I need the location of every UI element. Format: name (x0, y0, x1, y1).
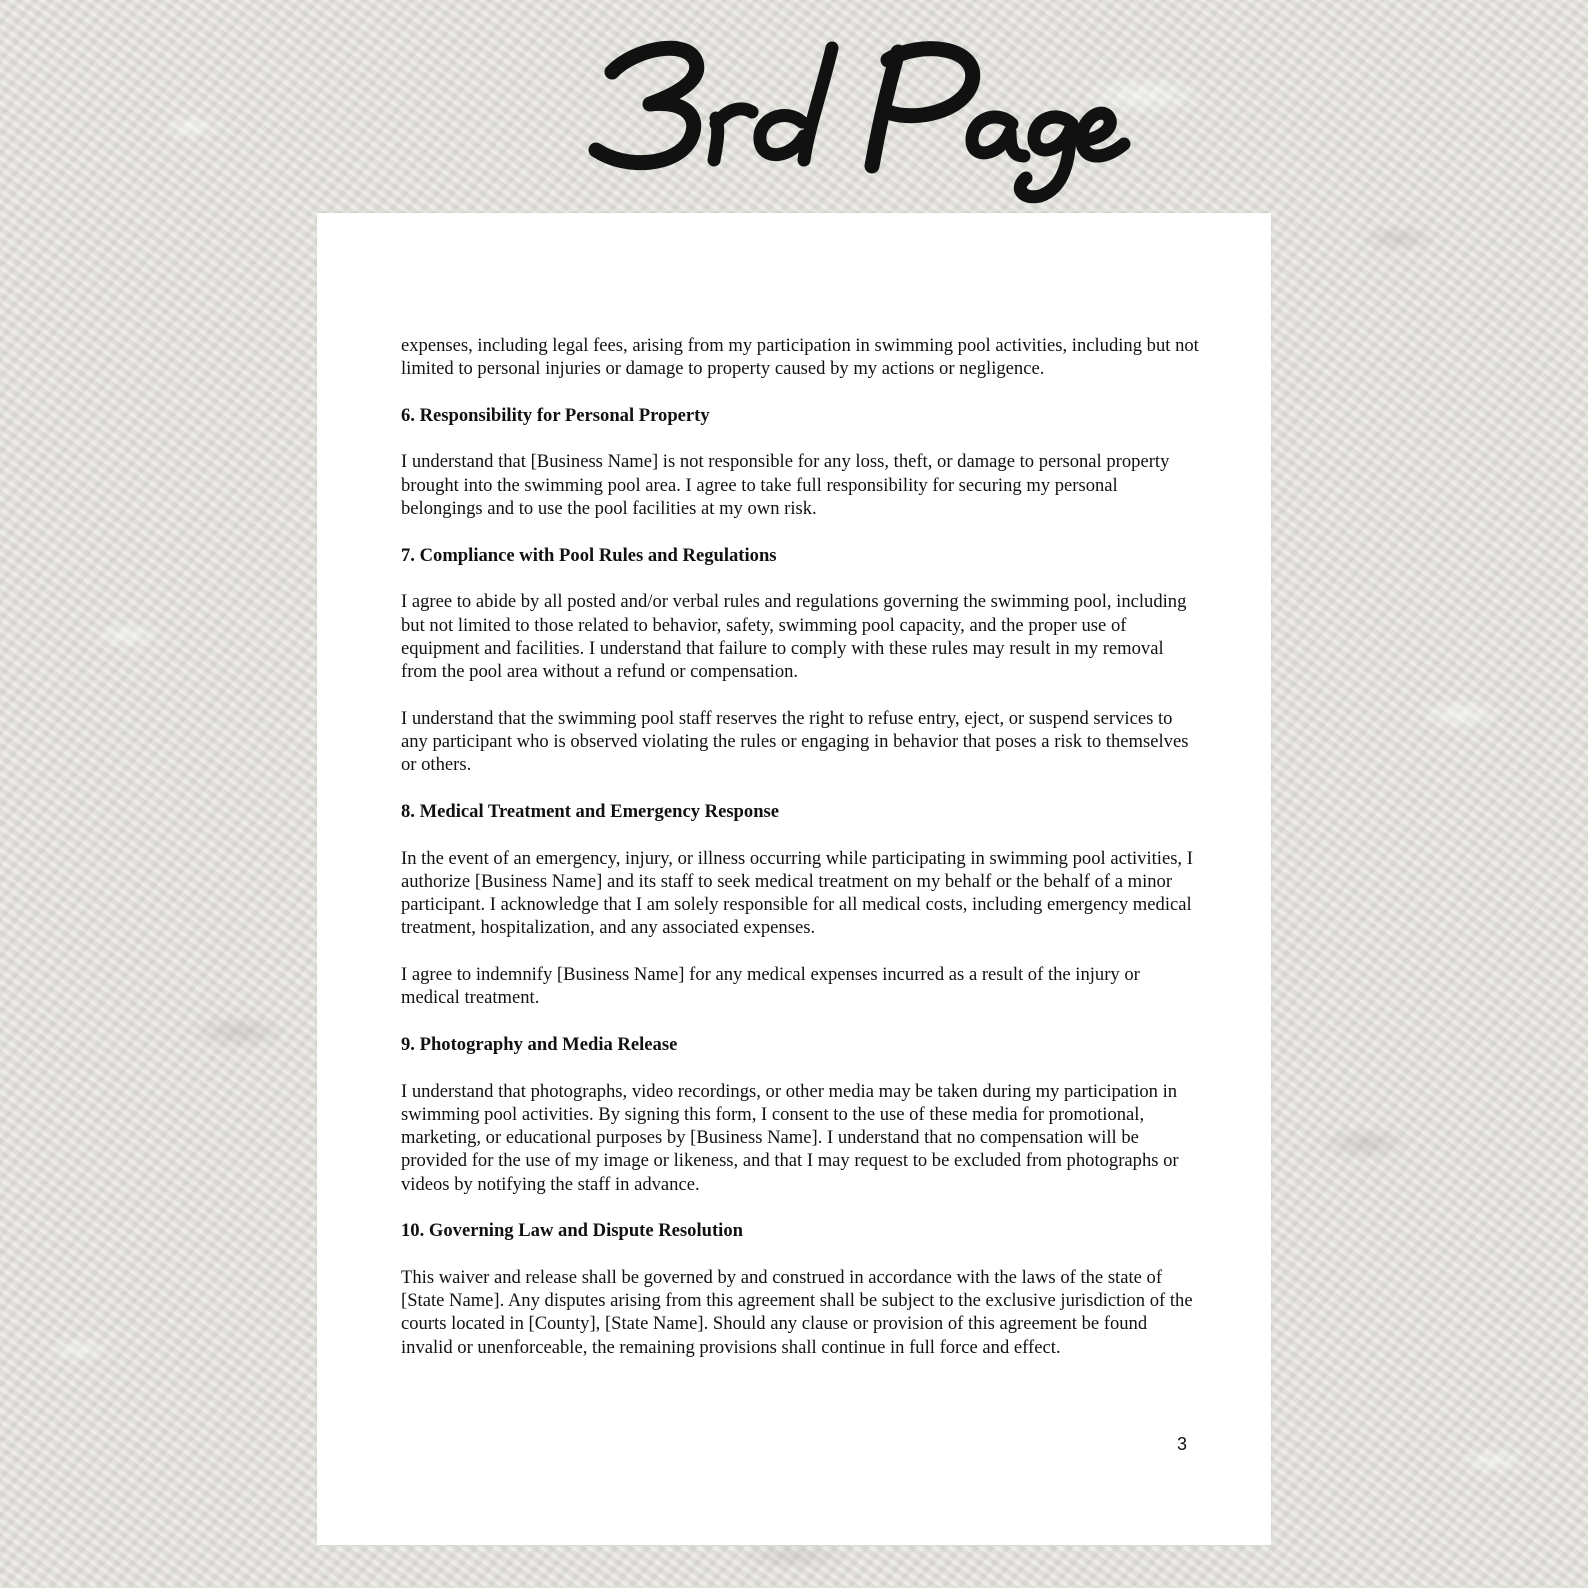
section-paragraph: I understand that the swimming pool staff reserves the right to refuse entry, eject, or suspend services to any participant who is observed violating the rules or engaging in behavior that poses a risk to themselves or others. (401, 707, 1189, 776)
section-heading: 10. Governing Law and Dispute Resolution (401, 1220, 743, 1242)
section-heading: 9. Photography and Media Release (401, 1033, 678, 1055)
section-paragraph: I understand that photographs, video recordings, or other media may be taken during my participation in swimming pool activities. By signing this form, I consent to the use of these media for promotional, marketing, or educational purposes by [Business Name]. I understand that no compensation will be provided for the use of my image or likeness, and that I may request to be excluded from photographs or videos by notifying the staff in advance. (401, 1080, 1179, 1195)
section-paragraph: I agree to indemnify [Business Name] for any medical expenses incurred as a result of the injury or medical treatment. (401, 964, 1140, 1009)
intro-paragraph: expenses, including legal fees, arising from my participation in swimming pool activities, including but not limited to personal injuries or damage to property caused by my actions or negligence. (401, 335, 1199, 380)
section-paragraph: In the event of an emergency, injury, or illness occurring while participating in swimming pool activities, I authorize [Business Name] and its staff to seek medical treatment on my behalf or the behalf of a minor participant. I acknowledge that I am solely responsible for all medical costs, including emergency medical treatment, hospitalization, and any associated expenses. (401, 847, 1193, 939)
section-paragraph: I agree to abide by all posted and/or verbal rules and regulations governing the swimming pool, including but not limited to those related to behavior, safety, swimming pool capacity, and the proper use of equipment and facilities. I understand that failure to comply with these rules may result in my removal from the pool area without a refund or compensation. (401, 591, 1187, 683)
page-title-script-logo (0, 0, 1588, 210)
document-page (317, 213, 1271, 1545)
section-heading: 8. Medical Treatment and Emergency Response (401, 800, 780, 822)
section-heading: 7. Compliance with Pool Rules and Regulations (401, 544, 777, 566)
section-paragraph: I understand that [Business Name] is not responsible for any loss, theft, or damage to personal property brought into the swimming pool area. I agree to take full responsibility for securing my personal belongings and to use the pool facilities at my own risk. (401, 451, 1170, 520)
page-number: 3 (1176, 1434, 1187, 1454)
section-heading: 6. Responsibility for Personal Property (401, 404, 710, 426)
section-paragraph: This waiver and release shall be governed by and construed in accordance with the laws of the state of [State Name]. Any disputes arising from this agreement shall be subject to the exclusive jurisdiction of the courts located in [County], [State Name]. Should any clause or provision of this agreement be found invalid or unenforceable, the remaining provisions shall continue in full force and effect. (401, 1266, 1193, 1358)
document-body (401, 334, 1201, 1382)
